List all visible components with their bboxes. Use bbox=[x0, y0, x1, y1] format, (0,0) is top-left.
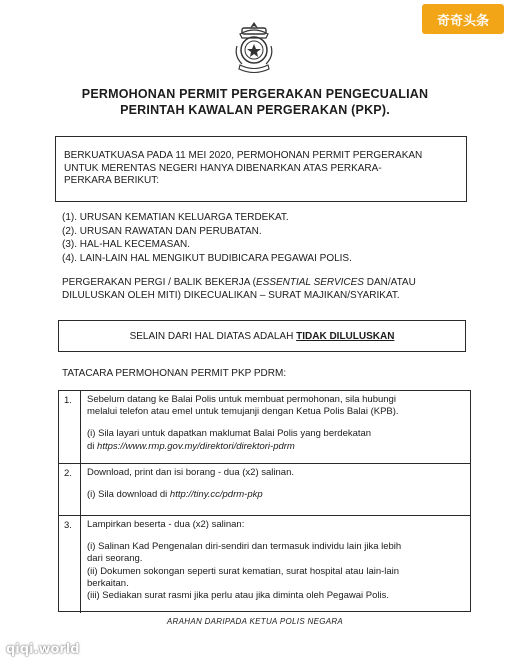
notice-line-2: UNTUK MERENTAS NEGERI HANYA DIBENARKAN ATAS PERKARA- bbox=[64, 162, 382, 174]
step-subtext: (i) Sila download di bbox=[87, 489, 170, 501]
table-row bbox=[59, 391, 470, 464]
download-link[interactable]: http://tiny.cc/pdrm-pkp bbox=[169, 489, 263, 501]
step-subtext: (i) Sila layari untuk dapatkan maklumat Balai Polis yang berdekatan bbox=[87, 428, 372, 440]
directory-link[interactable]: https://www.rmp.gov.my/direktori/direktori-pdrm bbox=[97, 440, 295, 452]
step-number: 2. bbox=[59, 464, 81, 515]
notice-line-1: BERKUATKUASA PADA 11 MEI 2020, PERMOHONAN PERMIT PERGERAKAN bbox=[64, 150, 423, 161]
not-approved-pre: SELAIN DARI HAL DIATAS ADALAH bbox=[129, 330, 294, 342]
table-row bbox=[59, 516, 470, 613]
step-content bbox=[87, 467, 464, 501]
watermark-site: qiqi.world bbox=[6, 642, 80, 657]
step-subtext: (iii) Sediakan surat rasmi jika perlu atau jika diminta oleh Pegawai Polis. bbox=[87, 590, 390, 602]
watermark-logo: 奇奇头条 bbox=[422, 4, 504, 34]
exemption-pre: PERGERAKAN PERGI / BALIK BEKERJA ( bbox=[62, 277, 256, 288]
title-line-1: PERMOHONAN PERMIT PERGERAKAN PENGECUALIAN bbox=[81, 87, 429, 101]
step-content bbox=[87, 394, 464, 453]
step-subtext: di bbox=[87, 440, 98, 452]
not-approved-emphasis: TIDAK DILULUSKAN bbox=[296, 330, 395, 342]
step-subtext: dari seorang. bbox=[87, 553, 143, 565]
list-item: (2). URUSAN RAWATAN DAN PERUBATAN. bbox=[62, 225, 262, 237]
reasons-list bbox=[62, 211, 352, 265]
procedure-title: TATACARA PERMOHONAN PERMIT PKP PDRM: bbox=[62, 368, 287, 379]
exemption-text bbox=[62, 276, 472, 302]
procedure-table bbox=[58, 390, 471, 612]
step-subtext: berkaitan. bbox=[87, 577, 129, 589]
step-number: 3. bbox=[59, 516, 81, 613]
step-text: Download, print dan isi borang - dua (x2) salinan. bbox=[87, 467, 295, 478]
police-crest-icon bbox=[228, 16, 280, 74]
exemption-italic: ESSENTIAL SERVICES bbox=[255, 277, 364, 288]
document-title bbox=[0, 86, 510, 118]
list-item: (4). LAIN-LAIN HAL MENGIKUT BUDIBICARA PEGAWAI POLIS. bbox=[62, 252, 352, 264]
table-row bbox=[59, 464, 470, 516]
title-line-2: PERINTAH KAWALAN PERGERAKAN (PKP). bbox=[120, 103, 390, 117]
step-text: Sebelum datang ke Balai Polis untuk membuat permohonan, sila hubungi bbox=[87, 394, 396, 405]
notice-box bbox=[55, 136, 467, 202]
notice-line-3: PERKARA BERIKUT: bbox=[64, 175, 160, 186]
not-approved-box bbox=[58, 320, 466, 352]
step-number: 1. bbox=[59, 391, 81, 463]
step-text: Lampirkan beserta - dua (x2) salinan: bbox=[87, 519, 245, 530]
step-content bbox=[87, 519, 464, 602]
step-subtext: (i) Salinan Kad Pengenalan diri-sendiri dan termasuk individu lain jika lebih bbox=[87, 541, 402, 553]
exemption-post: DAN/ATAU bbox=[363, 277, 416, 288]
list-item: (1). URUSAN KEMATIAN KELUARGA TERDEKAT. bbox=[62, 212, 289, 223]
footer-note: ARAHAN DARIPADA KETUA POLIS NEGARA bbox=[166, 617, 344, 626]
list-item: (3). HAL-HAL KECEMASAN. bbox=[62, 239, 190, 250]
step-subtext: (ii) Dokumen sokongan seperti surat kematian, surat hospital atau lain-lain bbox=[87, 565, 400, 577]
step-text: melalui telefon atau emel untuk temujanji dengan Ketua Polis Balai (KPB). bbox=[87, 406, 399, 418]
exemption-line-2: DILULUSKAN OLEH MITI) DIKECUALIKAN – SURAT MAJIKAN/SYARIKAT. bbox=[62, 290, 400, 301]
